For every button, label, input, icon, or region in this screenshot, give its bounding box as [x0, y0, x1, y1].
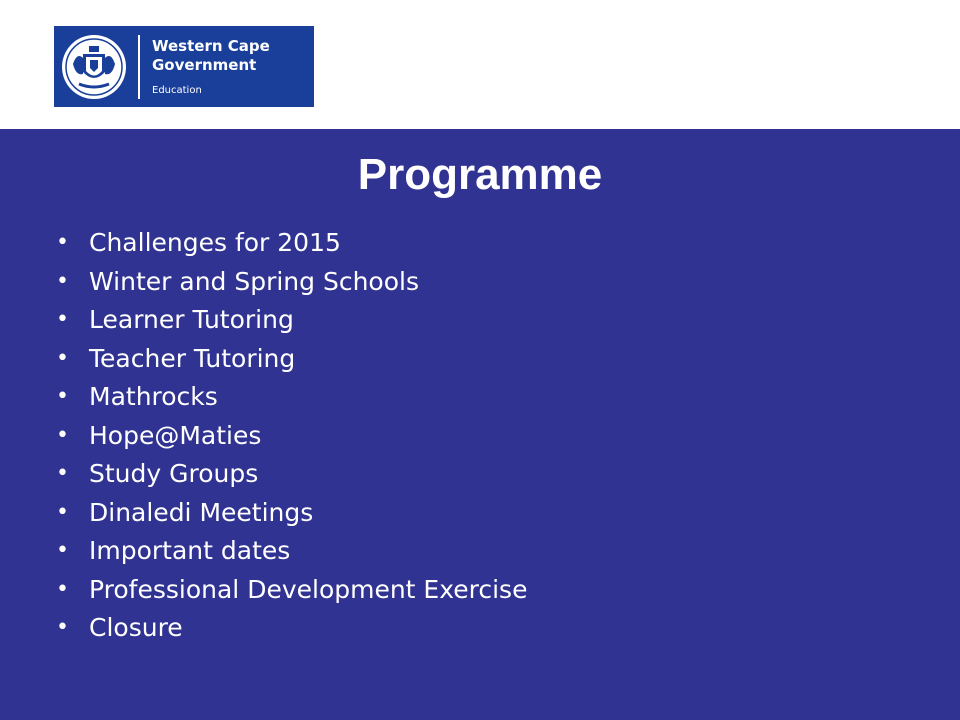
- agenda-item: [56, 532, 527, 571]
- agenda-item: [56, 224, 527, 263]
- bullet-icon: •: [56, 615, 69, 640]
- agenda-item-label: Learner Tutoring: [89, 305, 294, 334]
- agenda-item-label: Dinaledi Meetings: [89, 497, 314, 527]
- header: [0, 0, 960, 129]
- agenda-item-label: Challenges for 2015: [89, 228, 341, 257]
- agenda-item-label: Study Groups: [89, 459, 259, 488]
- logo-text: [152, 37, 270, 96]
- bullet-icon: •: [56, 576, 69, 602]
- bullet-icon: •: [56, 268, 69, 294]
- bullet-icon: •: [56, 384, 69, 409]
- coat-of-arms-icon: [54, 26, 134, 107]
- bullet-icon: •: [56, 422, 69, 448]
- bullet-icon: •: [56, 461, 69, 486]
- agenda-item-label: Professional Development Exercise: [89, 574, 528, 604]
- logo-line-western-cape: Western Cape: [152, 37, 270, 55]
- agenda-item-label: Important dates: [89, 536, 291, 565]
- agenda-item: [56, 571, 527, 610]
- agenda-item: [56, 455, 527, 494]
- logo-subtitle: Education: [152, 85, 202, 96]
- bullet-icon: •: [56, 230, 69, 255]
- bullet-icon: •: [56, 345, 69, 371]
- logo-line-government: Government: [152, 56, 257, 74]
- agenda-item-label: Teacher Tutoring: [89, 343, 296, 373]
- agenda-item-label: Hope@Maties: [89, 420, 262, 450]
- agenda-item-label: Mathrocks: [89, 382, 218, 411]
- slide-title: Programme: [357, 150, 603, 199]
- agenda-item: [56, 417, 527, 456]
- agenda-item: [56, 263, 527, 302]
- bullet-icon: •: [56, 307, 69, 332]
- agenda-item: [56, 378, 527, 417]
- logo-divider: [138, 35, 140, 99]
- agenda-item: [56, 494, 527, 533]
- agenda-item: [56, 301, 527, 340]
- agenda-list: [56, 224, 527, 648]
- bullet-icon: •: [56, 538, 69, 563]
- agenda-item-label: Winter and Spring Schools: [89, 266, 419, 296]
- agenda-item: [56, 340, 527, 379]
- bullet-icon: •: [56, 499, 69, 525]
- content-panel: [0, 129, 960, 720]
- wcg-logo: [54, 26, 314, 107]
- agenda-item: [56, 609, 527, 648]
- agenda-item-label: Closure: [89, 613, 183, 642]
